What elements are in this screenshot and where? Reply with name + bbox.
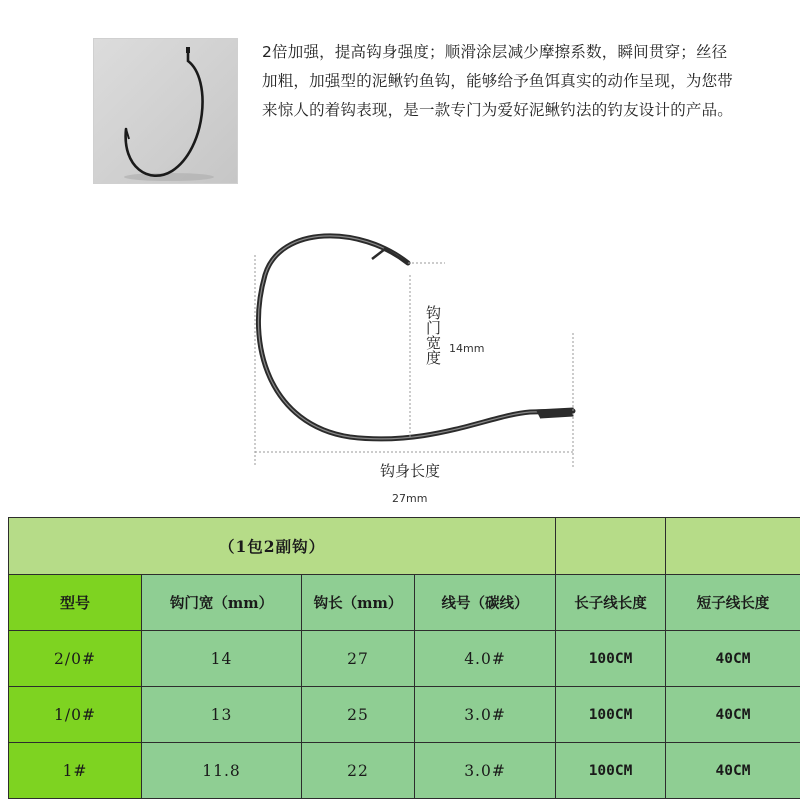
row-line-number: 3.0# bbox=[415, 687, 556, 743]
row-model: 2/0# bbox=[9, 631, 142, 687]
table-row bbox=[9, 743, 800, 799]
row-gap-width: 11.8 bbox=[142, 743, 302, 799]
hook-length-label: 钩身长度 bbox=[380, 462, 441, 480]
table-title-row bbox=[9, 518, 800, 575]
row-hook-length: 25 bbox=[302, 687, 415, 743]
row-hook-length: 22 bbox=[302, 743, 415, 799]
product-description: 2倍加强，提高钩身强度；顺滑涂层减少摩擦系数，瞬间贯穿；丝径加粗，加强型的泥鳅钓鱼钩，能够给予鱼饵真实的动作呈现，为您带来惊人的着钩表现，是一款专门为爱好泥鳅钓法的钓友设计的产品。 bbox=[262, 43, 734, 119]
header-model: 型号 bbox=[9, 575, 142, 631]
product-thumbnail bbox=[93, 38, 238, 184]
gap-width-value: 14mm bbox=[449, 342, 485, 355]
table-cell bbox=[666, 518, 800, 575]
hook-thumbnail-image bbox=[94, 39, 239, 185]
row-hook-length: 27 bbox=[302, 631, 415, 687]
spec-table bbox=[8, 517, 800, 799]
row-long-leader: 100CM bbox=[556, 631, 666, 687]
gap-width-label: 钩门宽度 bbox=[424, 305, 442, 365]
row-short-leader: 40CM bbox=[666, 631, 800, 687]
row-line-number: 4.0# bbox=[415, 631, 556, 687]
row-model: 1/0# bbox=[9, 687, 142, 743]
table-row bbox=[9, 631, 800, 687]
row-line-number: 3.0# bbox=[415, 743, 556, 799]
row-short-leader: 40CM bbox=[666, 743, 800, 799]
row-gap-width: 14 bbox=[142, 631, 302, 687]
package-title: （1包2副钩） bbox=[9, 518, 556, 575]
row-long-leader: 100CM bbox=[556, 687, 666, 743]
header-long-leader: 长子线长度 bbox=[556, 575, 666, 631]
table-cell bbox=[556, 518, 666, 575]
header-short-leader: 短子线长度 bbox=[666, 575, 800, 631]
header-line-number: 线号（碳线） bbox=[415, 575, 556, 631]
header-hook-length: 钩长（mm） bbox=[302, 575, 415, 631]
row-short-leader: 40CM bbox=[666, 687, 800, 743]
row-model: 1# bbox=[9, 743, 142, 799]
table-header-row bbox=[9, 575, 800, 631]
table-row bbox=[9, 687, 800, 743]
row-gap-width: 13 bbox=[142, 687, 302, 743]
hook-length-value: 27mm bbox=[392, 492, 428, 505]
row-long-leader: 100CM bbox=[556, 743, 666, 799]
header-gap-width: 钩门宽（mm） bbox=[142, 575, 302, 631]
